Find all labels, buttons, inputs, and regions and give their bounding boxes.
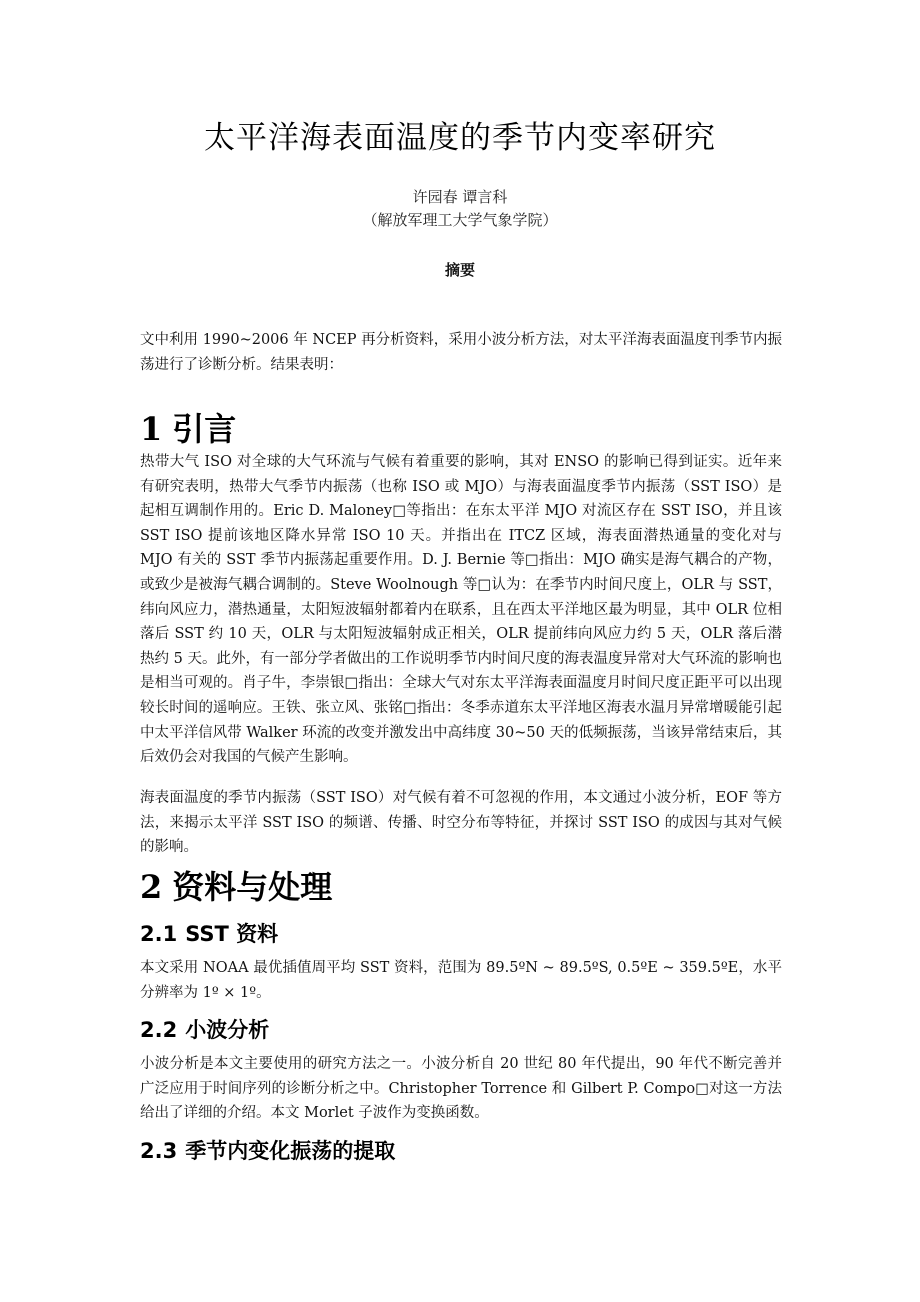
subsection-heading-wavelet	[140, 1014, 269, 1044]
subsection-title: 小波分析	[185, 1018, 270, 1042]
author-affiliation: （解放军理工大学气象学院）	[362, 211, 558, 229]
subsection-number: 2.2	[140, 1018, 178, 1042]
sst-paragraph: 本文采用 NOAA 最优插值周平均 SST 资料，范围为 89.5ºN ~ 89.5ºS, 0.5ºE ~ 359.5ºE，水平分辨率为 1º × 1º。	[140, 960, 782, 1001]
subsection-number: 2.3	[140, 1139, 178, 1163]
subsection-title: SST 资料	[185, 922, 279, 946]
intro-paragraph-1: 热带大气 ISO 对全球的大气环流与气候有着重要的影响，其对 ENSO 的影响已得到证实。近年来有研究表明，热带大气季节内振荡（也称 ISO 或 MJO）与海表面温度季节内振荡（SST ISO）是起相互调制作用的。Eric D. Maloney□等指出：在东太平洋 MJO 对流区存在 SST ISO，并且该 SST ISO 提前该地区降水异常 ISO 10 天。并指出在 ITCZ 区域，海表面潜热通量的变化对与 MJO 有关的 SST 季节内振荡起重要作用。D. J. Bernie 等□指出：MJO 确实是海气耦合的产物，或致少是被海气耦合调制的。Steve Woolnough 等□认为：在季节内时间尺度上，OLR 与 SST，纬向风应力，潜热通量，太阳短波辐射都着内在联系，且在西太平洋地区最为明显，其中 OLR 位相落后 SST 约 10 天，OLR 与太阳短波辐射成正相关，OLR 提前纬向风应力约 5 天，OLR 落后潜热约 5 天。此外，有一部分学者做出的工作说明季节内时间尺度的海表温度异常对大气环流的影响也是相当可观的。肖子牛，李崇银□指出：全球大气对东太平洋海表面温度月时间尺度正距平可以出现较长时间的遥响应。王铁、张立风、张铭□指出：冬季赤道东太平洋地区海表水温月异常增暖能引起中太平洋信风带 Walker 环流的改变并激发出中高纬度 30~50 天的低频振荡，当该异常结束后，其后效仍会对我国的气候产生影响。	[140, 454, 782, 766]
intro-paragraph-2: 海表面温度的季节内振荡（SST ISO）对气候有着不可忽视的作用，本文通过小波分析，EOF 等方法，来揭示太平洋 SST ISO 的频谱、传播、时空分布等特征，并探讨 SST ISO 的成因与其对气候的影响。	[140, 790, 782, 856]
abstract-heading: 摘要	[444, 261, 475, 279]
section-number: 1	[140, 410, 163, 448]
section-heading-intro	[140, 404, 236, 450]
subsection-title: 季节内变化振荡的提取	[185, 1139, 396, 1163]
paper-title: 太平洋海表面温度的季节内变率研究	[204, 120, 716, 156]
subsection-number: 2.1	[140, 922, 178, 946]
author-list: 许园春 谭言科	[412, 188, 508, 206]
subsection-heading-extraction	[140, 1135, 395, 1165]
section-number: 2	[140, 868, 163, 906]
section-heading-data	[140, 862, 332, 908]
subsection-heading-sst	[140, 918, 278, 948]
section-title: 资料与处理	[172, 868, 333, 906]
abstract-text: 文中利用 1990~2006 年 NCEP 再分析资料，采用小波分析方法，对太平洋海表面温度刊季节内振荡进行了诊断分析。结果表明：	[140, 332, 782, 373]
wavelet-paragraph: 小波分析是本文主要使用的研究方法之一。小波分析自 20 世纪 80 年代提出，90 年代不断完善并广泛应用于时间序列的诊断分析之中。Christopher Torrence 和 Gilbert P. Compo□对这一方法给出了详细的介绍。本文 Morlet 子波作为变换函数。	[140, 1056, 782, 1122]
section-title: 引言	[172, 410, 237, 448]
